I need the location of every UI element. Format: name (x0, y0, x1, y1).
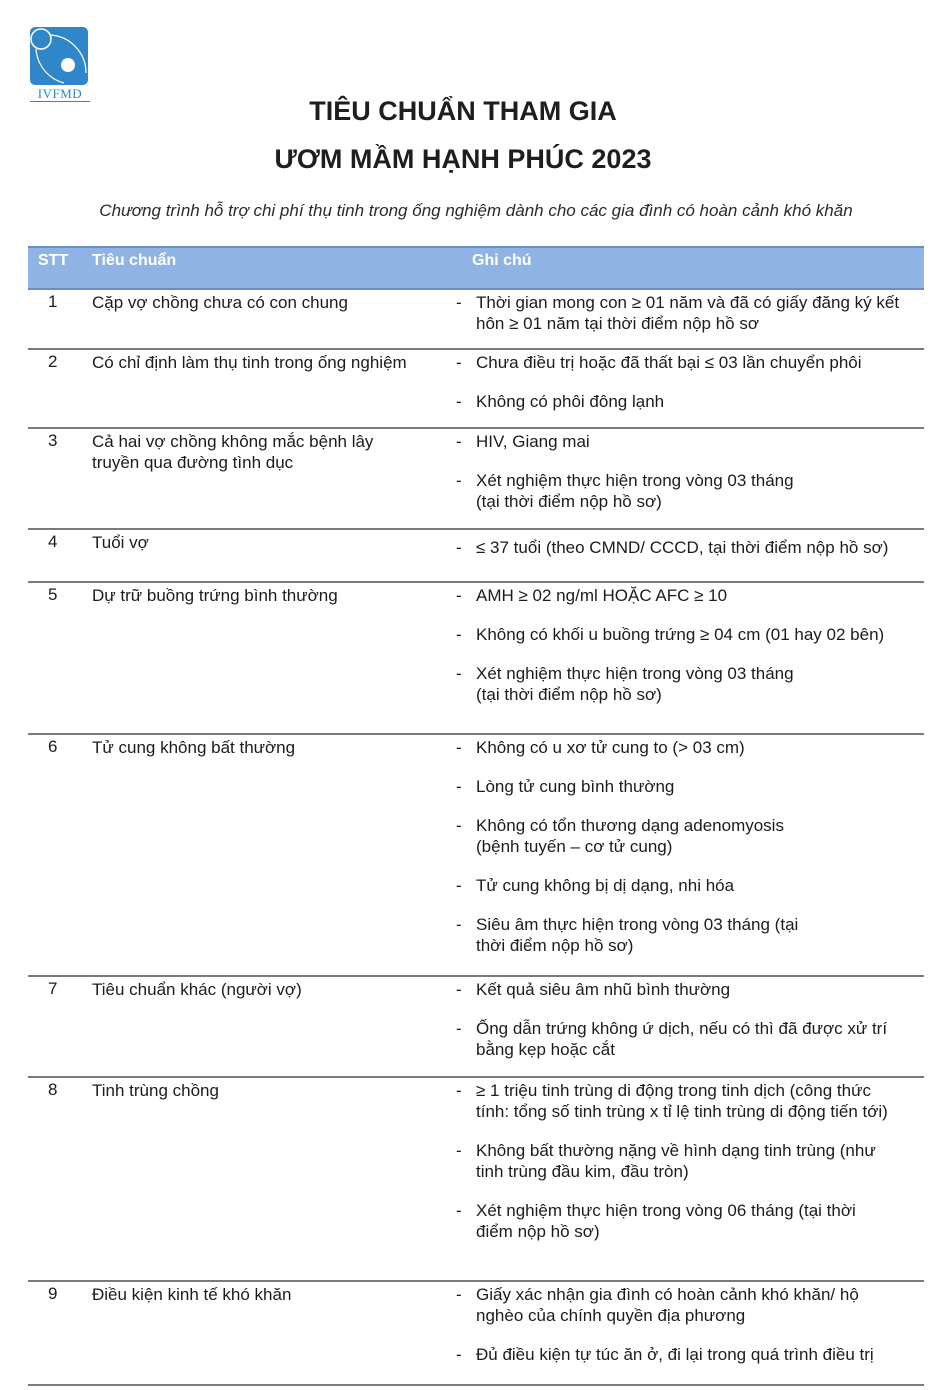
row-note: - Xét nghiệm thực hiện trong vòng 06 tháng (tại thời điểm nộp hồ sơ) (456, 1200, 896, 1242)
table-row (28, 530, 924, 583)
table-row (28, 350, 924, 429)
row-stt: 4 (48, 532, 58, 551)
table-row (28, 1078, 924, 1282)
row-note: - Không bất thường nặng về hình dạng tinh trùng (như tinh trùng đầu kim, đầu tròn) (456, 1140, 896, 1182)
row-criteria: Cặp vợ chồng chưa có con chung (92, 293, 348, 312)
row-criteria: Điều kiện kinh tế khó khăn (92, 1285, 292, 1304)
row-note: - AMH ≥ 02 ng/ml HOẶC AFC ≥ 10 (456, 585, 816, 606)
logo-mark-icon (30, 27, 88, 85)
table-header (28, 246, 924, 290)
header-criteria: Tiêu chuẩn (92, 252, 177, 269)
header-stt: STT (38, 252, 69, 269)
row-stt: 3 (48, 431, 58, 450)
row-note: - Siêu âm thực hiện trong vòng 03 tháng (tại thời điểm nộp hồ sơ) (456, 914, 816, 956)
row-note: - Không có phôi đông lạnh (456, 391, 924, 412)
row-criteria: Có chỉ định làm thụ tinh trong ống nghiệm (92, 353, 407, 372)
row-note: - Ống dẫn trứng không ứ dịch, nếu có thì đã được xử trí bằng kẹp hoặc cắt (456, 1018, 896, 1060)
table-row (28, 977, 924, 1078)
row-stt: 2 (48, 352, 58, 371)
row-stt: 1 (48, 292, 58, 311)
row-note: - HIV, Giang mai (456, 431, 816, 452)
page-title-line-2: ƯƠM MẦM HẠNH PHÚC 2023 (274, 144, 652, 174)
page-title-line-1: TIÊU CHUẨN THAM GIA (309, 96, 617, 126)
row-criteria: Tuổi vợ (92, 533, 149, 552)
table-row (28, 735, 924, 977)
table-row (28, 583, 924, 735)
table-row (28, 290, 924, 350)
row-note: - Đủ điều kiện tự túc ăn ở, đi lại trong quá trình điều trị (456, 1344, 896, 1365)
row-note: - Lòng tử cung bình thường (456, 776, 816, 797)
row-note: - Không có khối u buồng trứng ≥ 04 cm (01 hay 02 bên) (456, 624, 816, 645)
row-note: - Xét nghiệm thực hiện trong vòng 03 tháng (tại thời điểm nộp hồ sơ) (456, 663, 816, 705)
row-note: - Kết quả siêu âm nhũ bình thường (456, 979, 896, 1000)
row-criteria: Dự trữ buồng trứng bình thường (92, 586, 338, 605)
row-note: - ≤ 37 tuổi (theo CMND/ CCCD, tại thời điểm nộp hồ sơ) (456, 537, 924, 558)
page-subtitle: Chương trình hỗ trợ chi phí thụ tinh trong ống nghiệm dành cho các gia đình có hoàn cảnh khó khăn (99, 201, 853, 220)
row-stt: 7 (48, 979, 58, 998)
row-criteria: Tinh trùng chồng (92, 1081, 219, 1100)
row-criteria: Cả hai vợ chồng không mắc bệnh lây truyền qua đường tình dục (92, 432, 374, 472)
row-note: - Không có tổn thương dạng adenomyosis (bệnh tuyến – cơ tử cung) (456, 815, 816, 857)
ivfmd-logo (30, 27, 92, 102)
row-criteria: Tử cung không bất thường (92, 738, 296, 757)
table-row (28, 1282, 924, 1386)
logo-text: IVFMD (30, 87, 90, 102)
row-note: - Thời gian mong con ≥ 01 năm và đã có giấy đăng ký kết hôn ≥ 01 năm tại thời điểm nộp hồ sơ (456, 292, 924, 334)
row-note: - Xét nghiệm thực hiện trong vòng 03 tháng (tại thời điểm nộp hồ sơ) (456, 470, 816, 512)
row-stt: 9 (48, 1284, 58, 1303)
table-row (28, 429, 924, 530)
criteria-table (28, 246, 924, 1386)
row-note: - Không có u xơ tử cung to (> 03 cm) (456, 737, 816, 758)
row-note: - Giấy xác nhận gia đình có hoàn cảnh khó khăn/ hộ nghèo của chính quyền địa phương (456, 1284, 896, 1326)
row-criteria: Tiêu chuẩn khác (người vợ) (92, 980, 302, 999)
header-notes: Ghi chú (472, 252, 532, 269)
row-note: - Tử cung không bị dị dạng, nhi hóa (456, 875, 816, 896)
row-stt: 6 (48, 737, 58, 756)
row-note: - ≥ 1 triệu tinh trùng di động trong tinh dịch (công thức tính: tổng số tinh trùng x tỉ lệ tinh trùng di động tiến tới) (456, 1080, 896, 1122)
row-stt: 8 (48, 1080, 58, 1099)
row-note: - Chưa điều trị hoặc đã thất bại ≤ 03 lần chuyển phôi (456, 352, 924, 373)
row-stt: 5 (48, 585, 58, 604)
